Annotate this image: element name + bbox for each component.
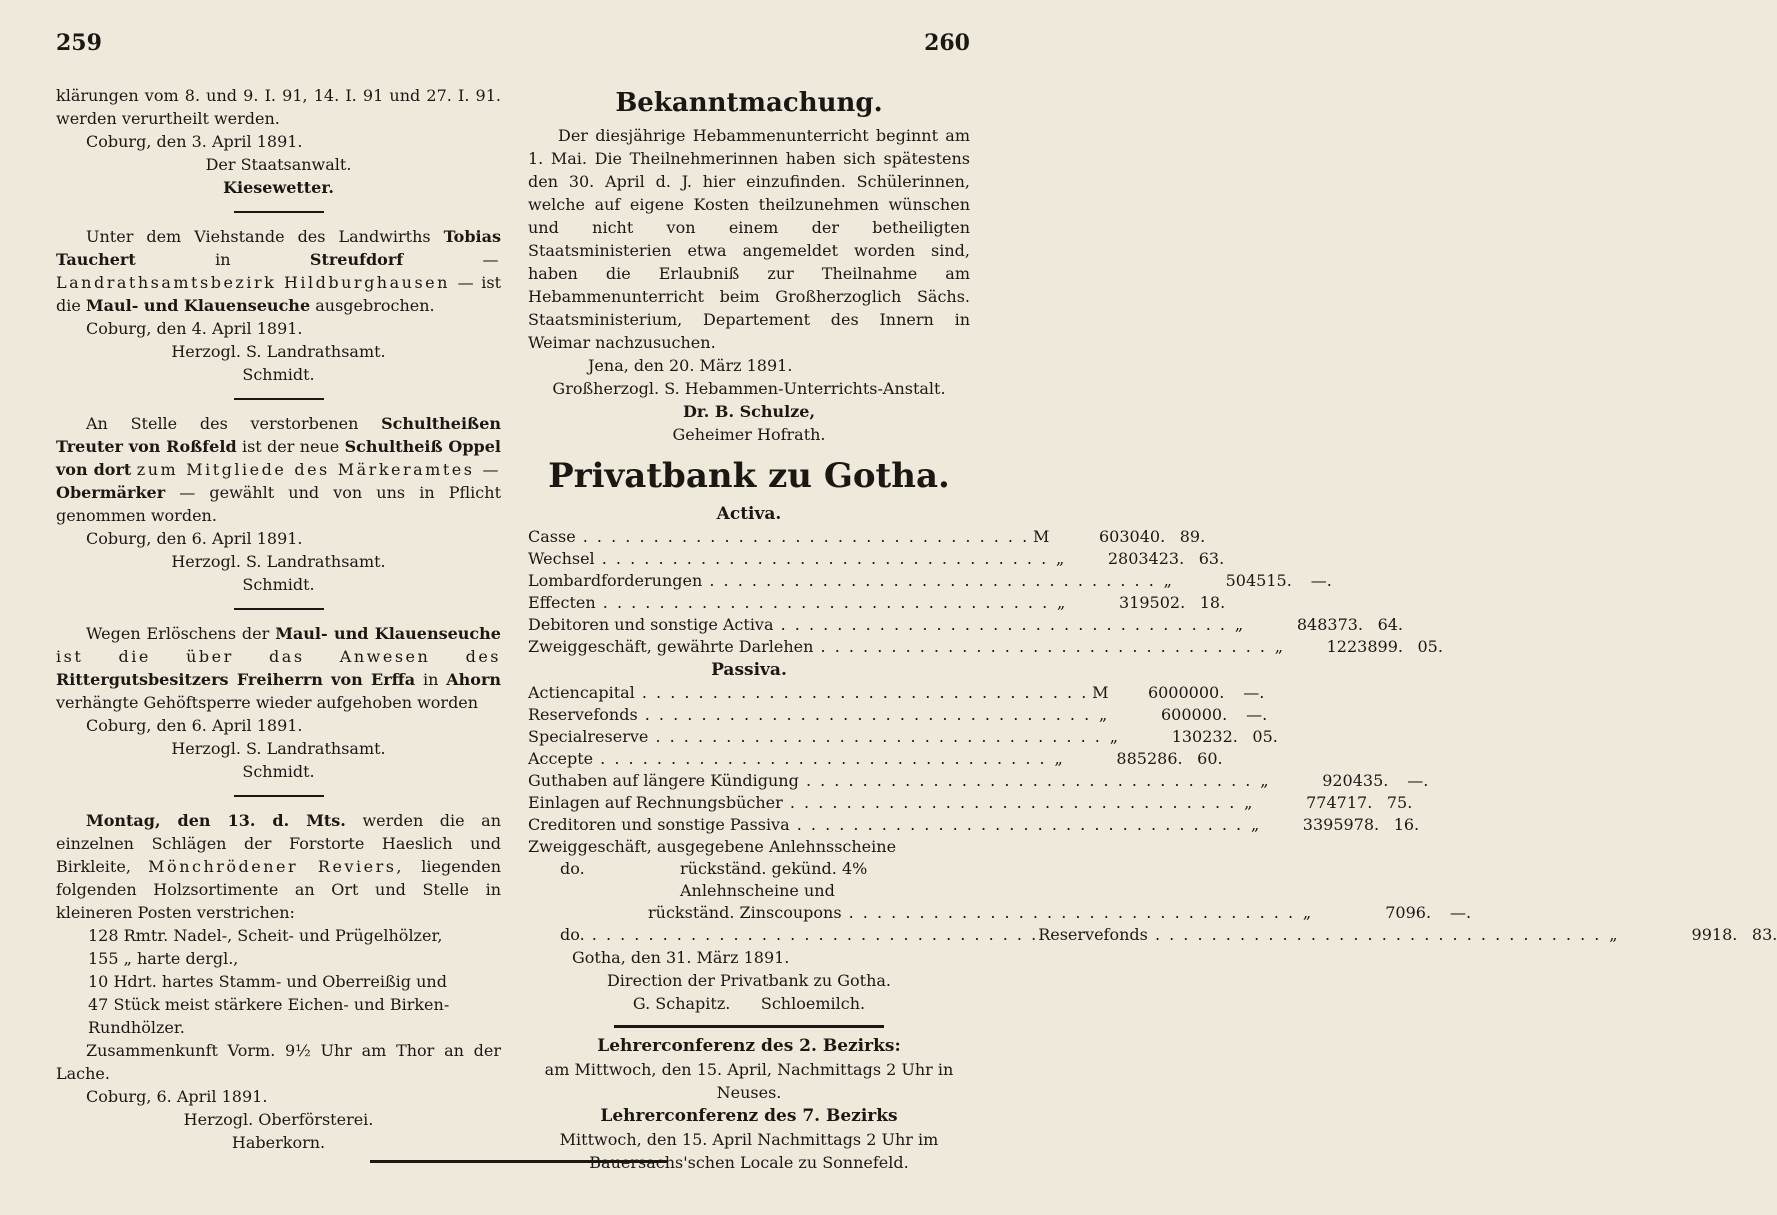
notice-signer-title: Herzogl. Oberförsterei. (183, 1110, 374, 1129)
row-label: Reservefonds . . . (528, 704, 1091, 726)
row-amount: 319502. (1119, 593, 1186, 612)
notice-text: Mittwoch, den 15. April Nachmittags 2 Uhr im Bauersachs'schen Locale zu Sonnefeld. (559, 1130, 939, 1172)
notice-title: Lehrerconferenz des 7. Bezirks (600, 1106, 898, 1126)
divider (234, 211, 324, 213)
row-unit: „ (1609, 925, 1618, 944)
row-amount: 504515. (1225, 571, 1292, 590)
left-column (56, 84, 501, 1154)
notice-text (56, 809, 501, 924)
row-amount: 920435. (1322, 771, 1389, 790)
notice-place-date: Jena, den 20. März 1891. (588, 356, 793, 375)
row-unit: „ (1109, 727, 1118, 746)
notice-place-date: Coburg, den 6. April 1891. (86, 716, 303, 735)
notice-epidemic-outbreak (56, 225, 501, 386)
notice-signer-name: Dr. B. Schulze, (682, 402, 816, 421)
row-amount: 2803423. (1107, 549, 1185, 568)
notice-midwife-course (528, 86, 970, 446)
row-unit: „ (1260, 771, 1269, 790)
bottom-rule (370, 1160, 668, 1163)
bank-signers: G. Schapitz. Schloemilch. (632, 994, 866, 1013)
right-column (528, 84, 1777, 1174)
page-number-left: 259 (56, 30, 102, 56)
bank-direction: Direction der Privatbank zu Gotha. (606, 971, 892, 990)
row-label: Actiencapital . . . (528, 682, 1088, 704)
notice-text: am Mittwoch, den 15. April, Nachmittags 2 Uhr in Neuses. (544, 1060, 954, 1102)
row-label: Creditoren und sonstige Passiva . . . (528, 814, 1243, 836)
row-cents: —. (1310, 571, 1332, 590)
table-row (528, 614, 1404, 636)
table-row (528, 814, 1420, 836)
row-unit: „ (1056, 549, 1065, 568)
row-label: Effecten . . . (528, 592, 1049, 614)
bank-balance-sheet (528, 454, 1777, 1015)
row-unit: M (1032, 527, 1050, 546)
text-run: liegenden folgenden Holzsortimente an Ort und Stelle in kleineren Posten verstrichen: (56, 857, 502, 922)
passiva-heading: Passiva. (711, 660, 787, 680)
table-row (528, 770, 1429, 792)
table-row (528, 592, 1226, 614)
row-label: Lombardforderungen . . . (528, 570, 1156, 592)
notice-signer-title: Herzogl. S. Landrathsamt. (171, 342, 386, 361)
row-amount: 603040. (1099, 527, 1166, 546)
person-name: Tobias Tauchert (56, 227, 501, 269)
divider (234, 398, 324, 400)
notice-title: Bekanntmachung. (615, 88, 883, 118)
row-label: do. (560, 859, 585, 878)
text-run: in (215, 250, 231, 269)
place-name: Ahorn (446, 670, 502, 689)
table-row (528, 526, 1206, 548)
row-label: Reservefonds . . . (1038, 924, 1601, 946)
notice-place-date: Coburg, den 3. April 1891. (86, 132, 303, 151)
row-cents: 60. (1197, 749, 1223, 768)
row-unit: „ (1274, 637, 1284, 656)
place-name: Streufdorf (309, 250, 404, 269)
row-unit: „ (1163, 571, 1172, 590)
text-run: ausgebrochen. (315, 296, 435, 315)
page-number-right: 260 (924, 30, 970, 56)
notice-signer-name: Kiesewetter. (223, 178, 334, 197)
row-amount: 774717. (1306, 793, 1373, 812)
row-cents: 83. (1751, 925, 1777, 944)
row-unit: M (1092, 683, 1109, 702)
row-unit: „ (1250, 815, 1260, 834)
table-row (528, 570, 1332, 592)
notice-text (56, 622, 501, 714)
auction-date: Montag, den 13. d. Mts. (86, 811, 346, 830)
notice-place-date: Coburg, 6. April 1891. (86, 1087, 268, 1106)
notice-place-date: Gotha, den 31. März 1891. (572, 948, 790, 967)
row-cents: —. (1449, 903, 1472, 922)
notice-teacher-conference-7 (528, 1104, 970, 1174)
notice-place-date: Coburg, den 4. April 1891. (86, 319, 303, 338)
table-row (528, 636, 1443, 658)
text-run: — Landrathsamtsbezirk Hildburghausen — (56, 250, 501, 292)
row-amount: 600000. (1161, 705, 1228, 724)
notice-verdict (56, 84, 501, 199)
notice-timber-auction (56, 809, 501, 1154)
notice-text: Der diesjährige Hebammenunterricht beginnt am 1. Mai. Die Theilnehmerinnen haben sich spätestens den 30. April d. J. hier einzufinden. Schülerinnen, welche auf eigene Kosten theilzunehmen wünschen und nicht von einem der betheiligten Staatsministerien etwa angemeldet worden sind, haben die Erlaubniß zur Theilnahme am Hebammenunterricht beim Großherzoglich Sächs. Staatsministerium, Departement des Innern in Weimar nachzusuchen. (528, 126, 970, 352)
text-run: ist der neue (241, 437, 340, 456)
notice-signer-name: Haberkorn. (231, 1133, 326, 1152)
activa-heading: Activa. (716, 504, 782, 524)
row-cents: 18. (1199, 593, 1226, 612)
text-run: werden die an einzelnen Schlägen der Forstorte Haeslich und Birkleite, (56, 811, 502, 876)
text-run: Mönchrödener Reviers, (148, 857, 405, 876)
person-name: Rittergutsbesitzers Freiherrn von Erffa (56, 670, 416, 689)
row-cents: —. (1243, 683, 1265, 702)
row-cents: 75. (1386, 793, 1413, 812)
row-unit: „ (1054, 749, 1063, 768)
row-cents: 89. (1179, 527, 1206, 546)
list-item: 47 Stück meist stärkere Eichen- und Birken-Rundhölzer. (88, 995, 450, 1037)
notice-signer-title: Herzogl. S. Landrathsamt. (171, 552, 386, 571)
table-row (528, 924, 1777, 946)
text-run: — gewählt und von uns in Pflicht genommen worden. (56, 483, 501, 525)
text-run: ist die (56, 273, 502, 315)
notice-signer-name: Schmidt. (242, 365, 315, 384)
row-amount: 885286. (1116, 749, 1183, 768)
row-amount: 7096. (1385, 903, 1432, 922)
table-row (528, 748, 1223, 770)
row-unit: „ (1244, 793, 1253, 812)
row-label: rückständ. gekünd. 4% Anlehnscheine und (680, 859, 868, 900)
list-item: 10 Hdrt. hartes Stamm- und Oberreißig und (88, 972, 447, 991)
table-row (528, 548, 1225, 570)
row-unit: „ (1234, 615, 1244, 634)
row-cents: 63. (1198, 549, 1225, 568)
notice-signer-title: Herzogl. S. Landrathsamt. (171, 739, 386, 758)
row-label: Einlagen auf Rechnungsbücher . . . (528, 792, 1236, 814)
notice-text (56, 412, 501, 527)
bank-title: Privatbank zu Gotha. (548, 456, 950, 496)
notice-title: Lehrerconferenz des 2. Bezirks: (597, 1036, 901, 1056)
row-amount: 1223899. (1326, 637, 1403, 656)
person-name: Schultheiß Oppel von dort (56, 437, 502, 479)
table-row (528, 682, 1265, 704)
notice-place-date: Coburg, den 6. April 1891. (86, 529, 303, 548)
notice-signer-name: Schmidt. (242, 575, 315, 594)
row-cents: 05. (1417, 637, 1443, 656)
text-run: Wegen Erlöschens der (86, 624, 270, 643)
row-amount: 3395978. (1302, 815, 1380, 834)
text-run: ist die über das Anwesen des (56, 647, 501, 666)
notice-text: klärungen vom 8. und 9. I. 91, 14. I. 91 und 27. I. 91. werden verurtheilt werden. (56, 86, 501, 128)
row-label: Zweiggeschäft, gewährte Darlehen . . . (528, 636, 1267, 658)
text-run: in (423, 670, 439, 689)
notice-signer-title: Geheimer Hofrath. (672, 425, 826, 444)
row-cents: —. (1407, 771, 1429, 790)
text-run: zum Mitgliede des Märkeramtes — (136, 460, 501, 479)
notice-text (56, 225, 501, 317)
disease-name: Maul- und Klauenseuche (85, 296, 311, 315)
passiva-table (528, 682, 1429, 836)
office-name: Obermärker (56, 483, 166, 502)
divider (234, 795, 324, 797)
person-name: Schultheißen Treuter von Roßfeld (56, 414, 502, 456)
table-row (528, 858, 970, 902)
row-label: Casse . . . (528, 526, 1029, 548)
activa-table (528, 526, 1443, 658)
row-unit: „ (1057, 593, 1066, 612)
row-cents: 64. (1377, 615, 1404, 634)
row-cents: 05. (1252, 727, 1278, 746)
text-run: verhängte Gehöftsperre wieder aufgehoben worden (56, 693, 479, 712)
row-label: Specialreserve . . . (528, 726, 1102, 748)
divider (234, 608, 324, 610)
notice-signer-title: Der Staatsanwalt. (205, 155, 352, 174)
row-amount: 9918. (1691, 925, 1738, 944)
row-unit: „ (1099, 705, 1108, 724)
notice-epidemic-end (56, 622, 501, 783)
row-amount: 848373. (1296, 615, 1364, 634)
row-label: rückständ. Zinscoupons . . . (528, 902, 1295, 924)
row-amount: 6000000. (1147, 683, 1225, 702)
row-amount: 130232. (1171, 727, 1238, 746)
table-row (528, 704, 1268, 726)
row-cents: —. (1246, 705, 1268, 724)
row-label: Wechsel . . . (528, 548, 1048, 570)
notice-signer-name: Schmidt. (242, 762, 315, 781)
row-label: Accepte . . . (528, 748, 1047, 770)
notice-election (56, 412, 501, 596)
row-label: Guthaben auf längere Kündigung . . . (528, 770, 1252, 792)
row-cents: 16. (1393, 815, 1420, 834)
text-run: Unter dem Viehstande des Landwirths (86, 227, 431, 246)
disease-name: Maul- und Klauenseuche (275, 624, 501, 643)
text-run: An Stelle des verstorbenen (86, 414, 359, 433)
row-unit: „ (1302, 903, 1312, 922)
notice-institution: Großherzogl. S. Hebammen-Unterrichts-Anstalt. (552, 379, 946, 398)
row-label: Zweiggeschäft, ausgegebene Anlehnsscheine (528, 837, 897, 856)
divider (614, 1025, 884, 1028)
table-row (528, 726, 1278, 748)
row-label: do. . . . (528, 924, 1038, 946)
notice-teacher-conference-2 (528, 1034, 970, 1104)
row-label: Debitoren und sonstige Activa . . . (528, 614, 1227, 636)
list-item: 155 „ harte dergl., (88, 949, 239, 968)
notice-meeting: Zusammenkunft Vorm. 9½ Uhr am Thor an der Lache. (56, 1041, 501, 1083)
list-item: 128 Rmtr. Nadel-, Scheit- und Prügelhölzer, (88, 926, 443, 945)
table-row (528, 836, 970, 858)
table-row (528, 792, 1413, 814)
table-row (528, 902, 1472, 924)
